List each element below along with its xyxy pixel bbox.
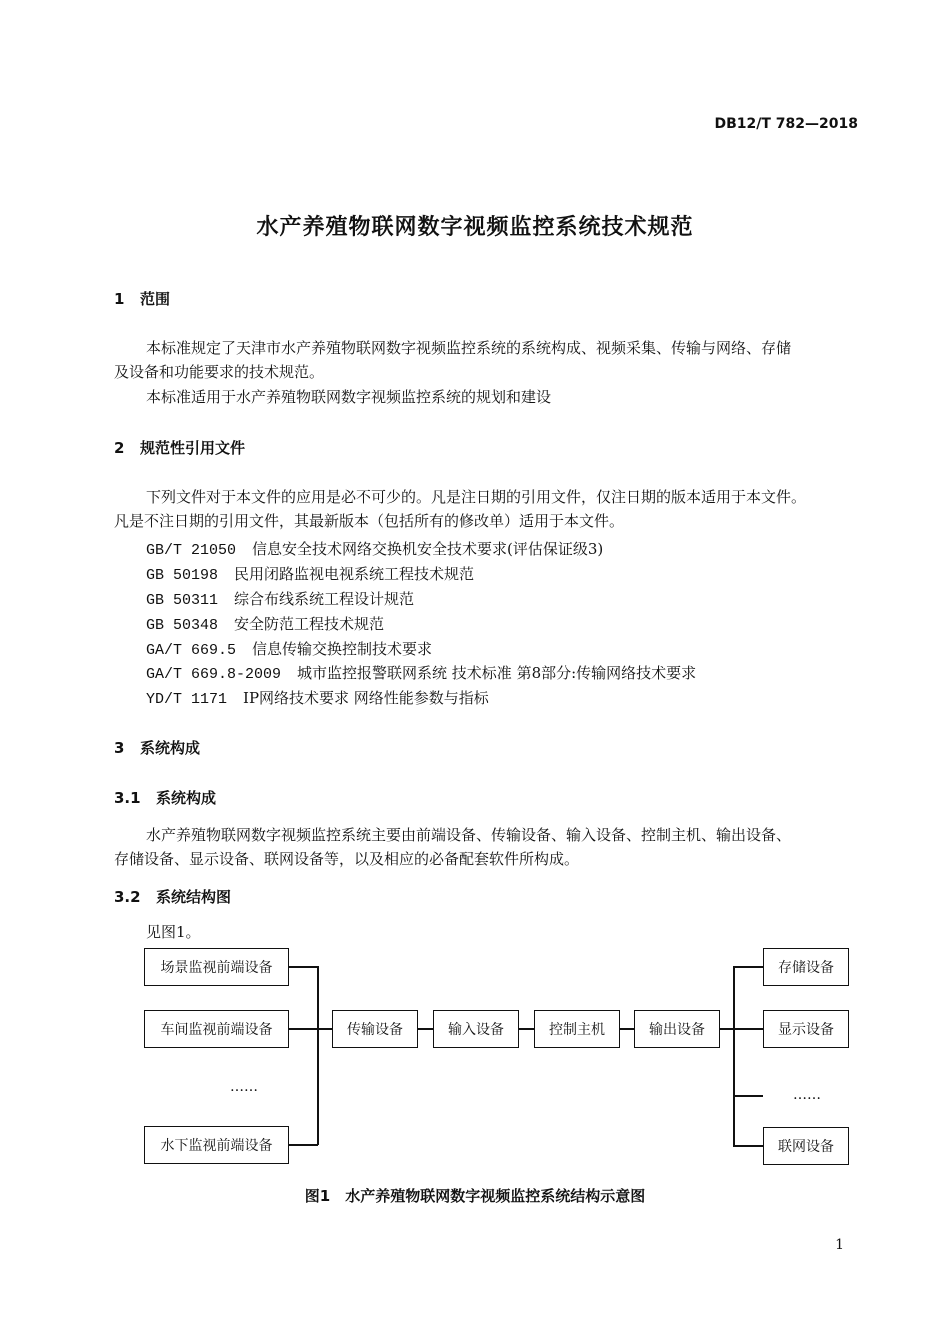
section-3-heading [114,737,200,758]
box-label: 联网设备 [778,1139,834,1155]
storage-device-box [763,948,849,986]
box-label: 输入设备 [448,1022,504,1038]
connector-line [733,1028,763,1030]
control-host-box [534,1010,620,1048]
reference-title: 综合布线系统工程设计规范 [234,590,415,608]
connector-line [289,1028,318,1030]
section-3-2-heading [114,886,231,907]
connector-line [733,1095,763,1097]
reference-item [146,687,489,708]
reference-item [146,613,384,634]
section-title: 系统结构图 [156,888,232,906]
connector-line [620,1028,634,1030]
connector-line [733,1145,763,1147]
connector-line [418,1028,433,1030]
figure-reference: 见图1。 [146,923,201,941]
page-title: 水产养殖物联网数字视频监控系统技术规范 [256,215,694,240]
reference-code: GB/T 21050 [146,542,237,559]
document-number: DB12/T 782—2018 [714,116,858,132]
section-1-heading [114,288,170,309]
underwater-frontend-box [144,1126,289,1164]
reference-item [146,563,474,584]
display-device-box [763,1010,849,1048]
s3-1-line1: 水产养殖物联网数字视频监控系统主要由前端设备、传输设备、输入设备、控制主机、输出设备、 [146,826,792,844]
workshop-frontend-box [144,1010,289,1048]
reference-item [146,538,603,559]
section-number: 3.2 [114,888,141,906]
reference-code: GA/T 669.8-2009 [146,666,282,683]
box-label: 水下监视前端设备 [160,1138,273,1154]
figure-caption: 图1 水产养殖物联网数字视频监控系统结构示意图 [304,1187,646,1205]
reference-title: 民用闭路监视电视系统工程技术规范 [234,565,475,583]
section-number: 3 [114,739,125,757]
s1-para1-line1: 本标准规定了天津市水产养殖物联网数字视频监控系统的系统构成、视频采集、传输与网络、存储 [146,339,792,357]
connector-line [289,966,318,968]
reference-title: 城市监控报警联网系统 技术标准 第8部分:传输网络技术要求 [297,664,697,682]
box-label: 传输设备 [347,1022,403,1038]
box-label: 车间监视前端设备 [160,1022,273,1038]
connector-line [317,966,319,1145]
reference-code: GA/T 669.5 [146,642,237,659]
connector-line [733,966,763,968]
reference-title: 信息传输交换控制技术要求 [252,640,433,658]
box-label: 控制主机 [549,1022,605,1038]
connector-line [733,966,735,1146]
section-title: 系统构成 [140,739,201,757]
connector-line [317,1028,332,1030]
section-number: 3.1 [114,789,141,807]
section-title: 范围 [140,290,171,308]
box-label: 显示设备 [778,1022,834,1038]
connector-line [519,1028,534,1030]
right-ellipsis: …… [793,1087,821,1103]
network-device-box [763,1127,849,1165]
s2-intro-line2: 凡是不注日期的引用文件，其最新版本（包括所有的修改单）适用于本文件。 [114,512,625,530]
connector-line [289,1144,318,1146]
reference-item [146,638,432,659]
reference-item [146,588,414,609]
transmission-box [332,1010,418,1048]
box-label: 输出设备 [649,1022,705,1038]
section-2-heading [114,437,245,458]
page-number: 1 [835,1237,844,1253]
scene-frontend-box [144,948,289,986]
reference-title: IP网络技术要求 网络性能参数与指标 [243,689,489,707]
s1-para2: 本标准适用于水产养殖物联网数字视频监控系统的规划和建设 [146,388,552,406]
reference-code: GB 50348 [146,617,219,634]
reference-code: GB 50311 [146,592,219,609]
box-label: 场景监视前端设备 [160,960,273,976]
reference-code: YD/T 1171 [146,691,228,708]
section-number: 2 [114,439,125,457]
section-title: 系统构成 [156,789,217,807]
section-number: 1 [114,290,125,308]
connector-line [720,1028,734,1030]
left-ellipsis: …… [230,1079,258,1095]
output-device-box [634,1010,720,1048]
box-label: 存储设备 [778,960,834,976]
reference-code: GB 50198 [146,567,219,584]
section-title: 规范性引用文件 [140,439,246,457]
reference-title: 安全防范工程技术规范 [234,615,385,633]
s3-1-line2: 存储设备、显示设备、联网设备等，以及相应的必备配套软件所构成。 [114,850,580,868]
reference-title: 信息安全技术网络交换机安全技术要求(评估保证级3) [252,540,604,558]
input-device-box [433,1010,519,1048]
s2-intro-line1: 下列文件对于本文件的应用是必不可少的。凡是注日期的引用文件，仅注日期的版本适用于本文件。 [146,488,807,506]
reference-item [146,662,696,683]
s1-para1-line2: 及设备和功能要求的技术规范。 [114,363,325,381]
section-3-1-heading [114,787,216,808]
